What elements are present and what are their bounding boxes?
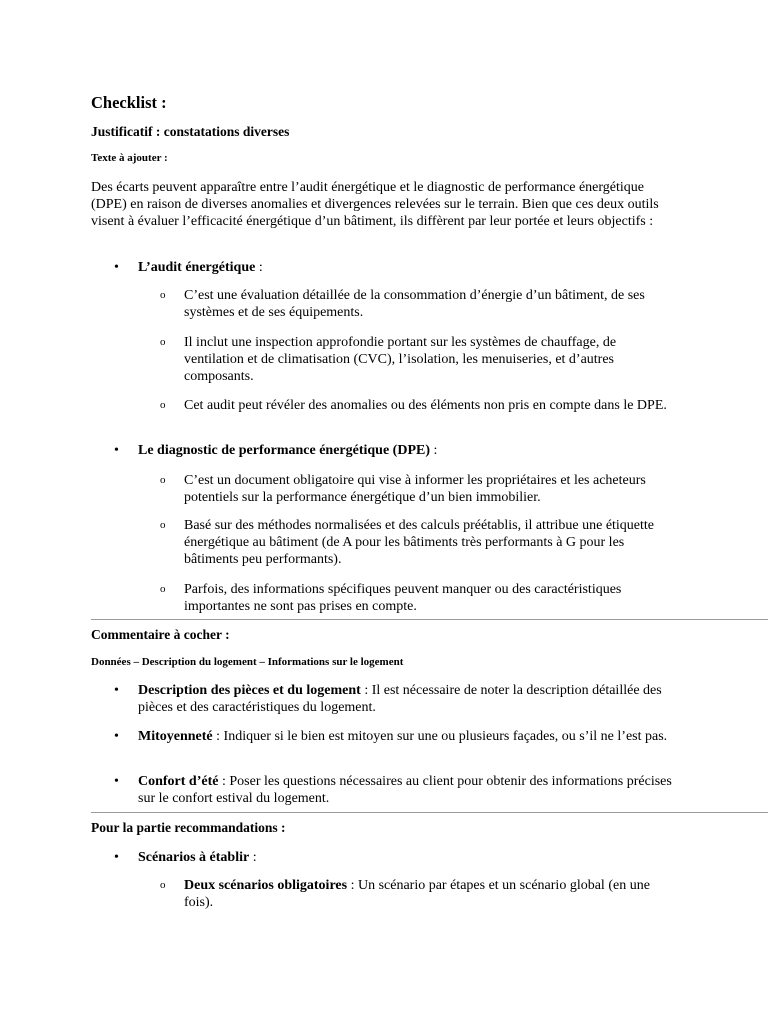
sub-bullet-icon: o [160,289,166,301]
recommandations-heading: Pour la partie recommandations : [91,820,286,835]
page-title: Checklist : [91,93,167,112]
commentaire-heading: Commentaire à cocher : [91,627,230,642]
justificatif-heading: Justificatif : constatations diverses [91,124,290,139]
bullet-icon: • [114,260,119,275]
logement-item-2: Mitoyenneté : Indiquer si le bien est mitoyen sur une ou plusieurs façades, ou s’il ne l’est pas. [138,729,668,744]
audit-item-1: C’est une évaluation détaillée de la consommation d’énergie d’un bâtiment, de ses systèmes et de ses équipements. [184,288,645,320]
audit-item-3: Cet audit peut révéler des anomalies ou des éléments non pris en compte dans le DPE. [184,398,667,413]
scenarios-heading: Scénarios à établir : [138,850,257,865]
dpe-item-3: Parfois, des informations spécifiques peuvent manquer ou des caractéristiques importantes ne sont pas prises en compte. [184,582,622,614]
logement-item-3: Confort d’été : Poser les questions nécessaires au client pour obtenir des informations précises sur le confort estival du logement. [138,774,672,806]
divider [91,812,768,813]
sub-bullet-icon: o [160,519,166,531]
texte-label: Texte à ajouter : [91,152,168,164]
bullet-icon: • [114,729,119,744]
dpe-item-1: C’est un document obligatoire qui vise à informer les propriétaires et les acheteurs potentiels sur la performance énergétique d’un bien immobilier. [184,473,646,505]
sub-bullet-icon: o [160,399,166,411]
dpe-item-2: Basé sur des méthodes normalisées et des calculs préétablis, il attribue une étiquette énergétique au bâtiment (de A pour les bâtiments très performants à G pour les bâtiments peu performants). [184,518,655,567]
sub-bullet-icon: o [160,474,166,486]
divider [91,619,768,620]
bullet-icon: • [114,683,119,698]
logement-item-1: Description des pièces et du logement : Il est nécessaire de noter la description détaillée des pièces et des caractéristiques du logement. [138,683,662,715]
bullet-icon: • [114,850,119,865]
intro-paragraph: Des écarts peuvent apparaître entre l’audit énergétique et le diagnostic de performance énergétique (DPE) en raison de diverses anomalies et divergences relevées sur le terrain. Bien que ces deux outils visent à évaluer l’efficacité énergétique d’un bâtiment, ils diffèrent par leur portée et leurs objectifs : [91,180,659,229]
sub-bullet-icon: o [160,583,166,595]
bullet-icon: • [114,443,119,458]
dpe-heading: Le diagnostic de performance énergétique (DPE) : [138,443,438,458]
bullet-icon: • [114,774,119,789]
audit-heading: L’audit énergétique : [138,260,263,275]
sub-bullet-icon: o [160,879,166,891]
sub-bullet-icon: o [160,336,166,348]
donnees-subheading: Données – Description du logement – Informations sur le logement [91,656,404,668]
scenarios-item-1: Deux scénarios obligatoires : Un scénario par étapes et un scénario global (en une fois). [184,878,650,910]
audit-item-2: Il inclut une inspection approfondie portant sur les systèmes de chauffage, de ventilation et de climatisation (CVC), l’isolation, les menuiseries, et d’autres composants. [184,335,617,384]
